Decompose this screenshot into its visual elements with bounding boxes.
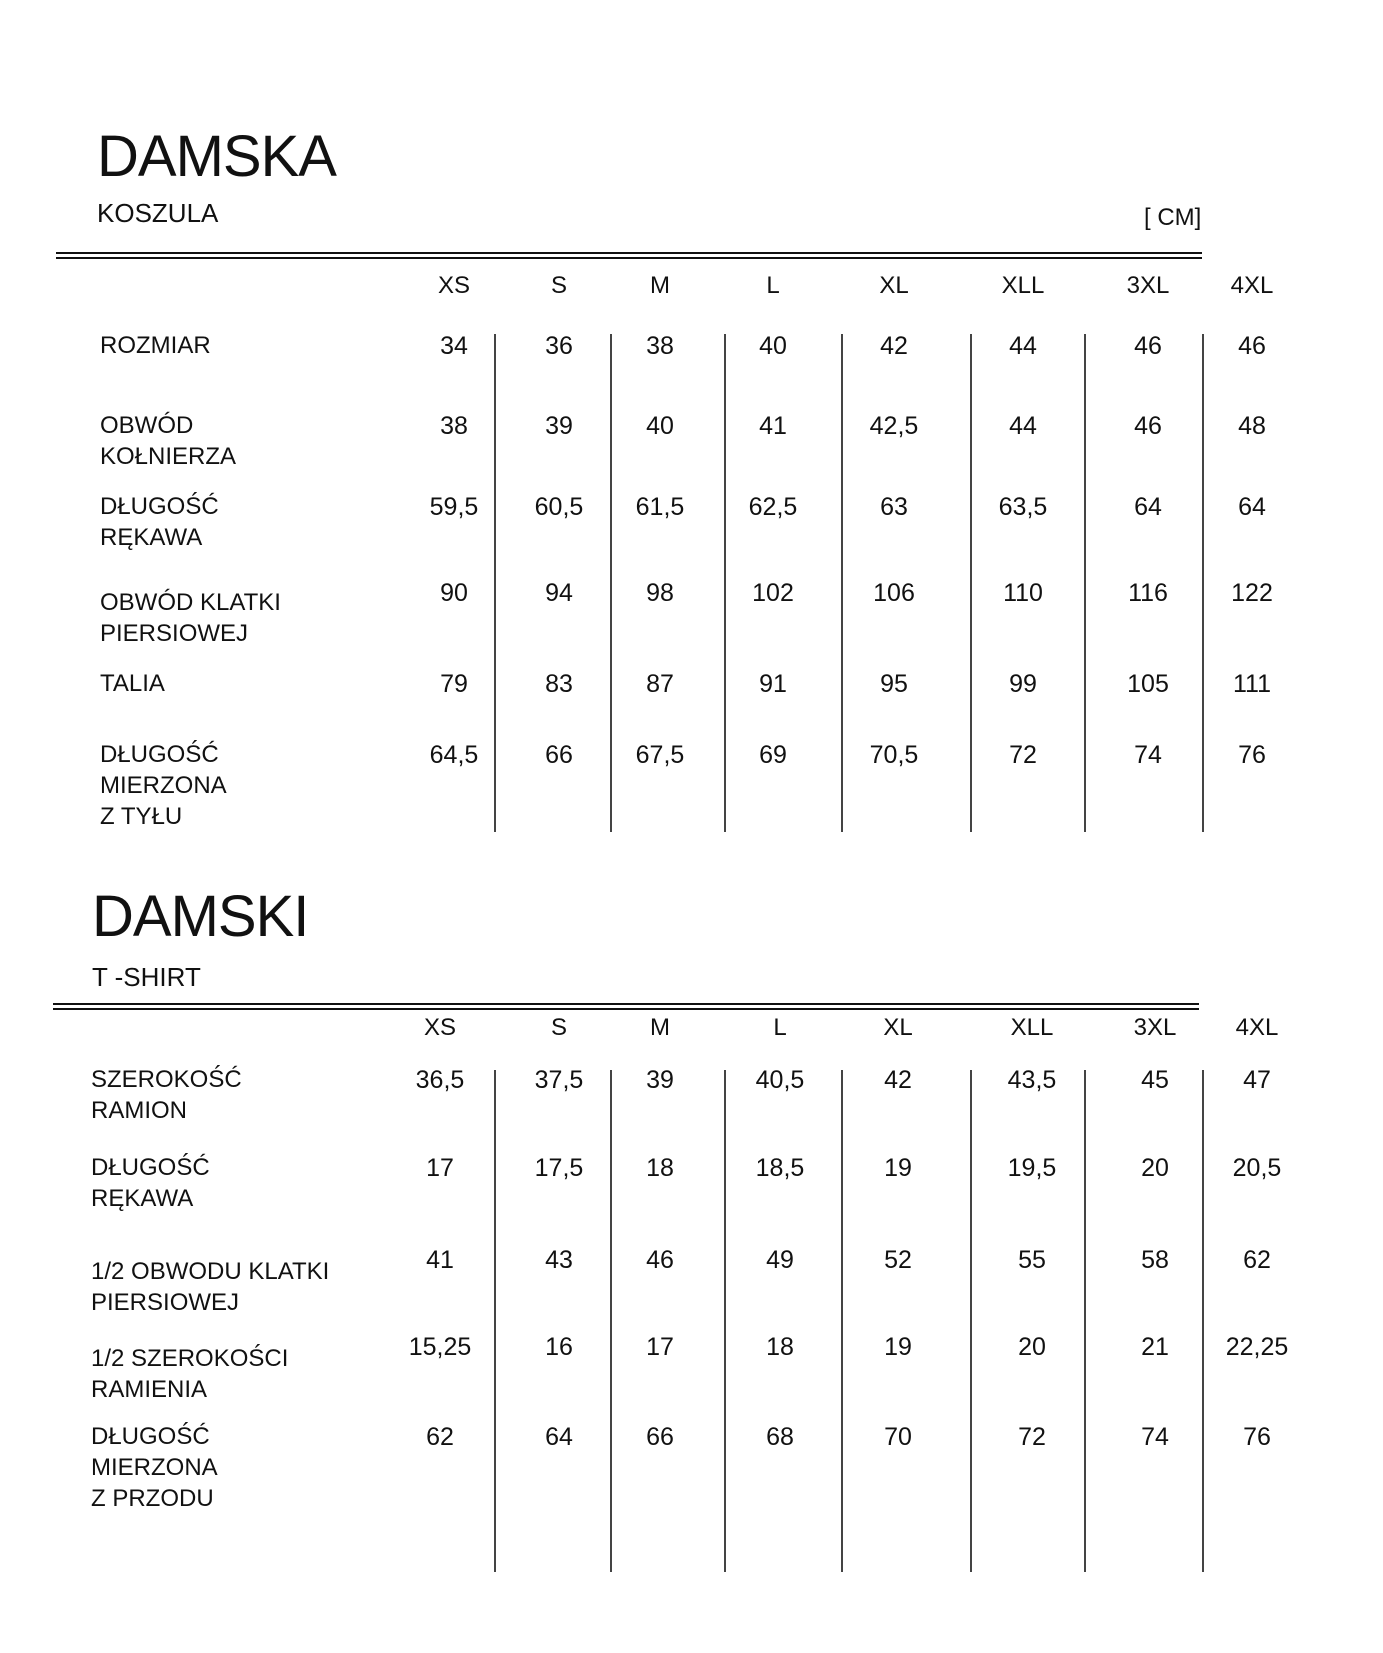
table-cell: 95 (880, 670, 908, 698)
table-cell: 42 (884, 1066, 912, 1094)
table-cell: 63 (880, 493, 908, 521)
table-cell: 69 (759, 741, 787, 769)
table-cell: 66 (646, 1423, 674, 1451)
table-cell: 55 (1018, 1246, 1046, 1274)
row-label: OBWÓD KOŁNIERZA (100, 412, 237, 470)
column-divider (1084, 334, 1086, 832)
table-cell: 38 (646, 332, 674, 360)
column-divider (970, 1070, 972, 1572)
section-subtitle-koszula: KOSZULA (97, 198, 219, 228)
table-cell: 46 (1238, 332, 1266, 360)
table-cell: 21 (1141, 1333, 1169, 1361)
table-cell: 64 (1134, 493, 1162, 521)
table-cell: 43 (545, 1246, 573, 1274)
table-cell: 68 (766, 1423, 794, 1451)
table-cell: 52 (884, 1246, 912, 1274)
table-cell: 122 (1231, 579, 1273, 607)
table-cell: 76 (1238, 741, 1266, 769)
table-cell: 72 (1009, 741, 1037, 769)
table-cell: 46 (1134, 412, 1162, 440)
table-cell: 46 (646, 1246, 674, 1274)
table-cell: 116 (1128, 579, 1168, 607)
table-cell: 40 (646, 412, 674, 440)
table-cell: 70 (884, 1423, 912, 1451)
table-cell: 87 (646, 670, 674, 698)
table-cell: 105 (1127, 670, 1169, 698)
row-label: SZEROKOŚĆ RAMION (91, 1066, 242, 1124)
table-cell: 22,25 (1225, 1333, 1289, 1361)
table-cell: 79 (440, 670, 468, 698)
section-title-damski: DAMSKI (92, 884, 309, 949)
table-cell: 91 (759, 670, 787, 698)
column-divider (724, 334, 726, 832)
size-header-xll: XLL (1001, 272, 1045, 299)
column-divider (841, 334, 843, 832)
table-cell: 37,5 (534, 1066, 584, 1094)
table-cell: 72 (1018, 1423, 1046, 1451)
table-cell: 70,5 (869, 741, 919, 769)
table-cell: 20,5 (1232, 1154, 1282, 1182)
row-label: OBWÓD KLATKI PIERSIOWEJ (100, 589, 281, 647)
table-cell: 74 (1134, 741, 1162, 769)
column-divider (1202, 334, 1204, 832)
table-cell: 62,5 (748, 493, 798, 521)
column-divider (1202, 1070, 1204, 1572)
size-header-xl: XL (883, 1014, 913, 1041)
table-cell: 39 (646, 1066, 674, 1094)
table-cell: 44 (1009, 332, 1037, 360)
table-cell: 98 (646, 579, 674, 607)
table-cell: 58 (1141, 1246, 1169, 1274)
table-cell: 102 (752, 579, 794, 607)
header-rule (53, 1003, 1199, 1010)
table-cell: 20 (1018, 1333, 1046, 1361)
row-label: DŁUGOŚĆ MIERZONA Z TYŁU (100, 741, 227, 830)
table-cell: 83 (545, 670, 573, 698)
column-divider (610, 1070, 612, 1572)
row-label: 1/2 OBWODU KLATKI PIERSIOWEJ (91, 1258, 330, 1316)
table-cell: 38 (440, 412, 468, 440)
size-header-xs: XS (437, 272, 470, 299)
size-header-xll: XLL (1010, 1014, 1054, 1041)
size-header-s: S (550, 1014, 567, 1041)
table-cell: 36,5 (415, 1066, 465, 1094)
table-cell: 66 (545, 741, 573, 769)
header-rule (56, 252, 1202, 259)
table-cell: 62 (426, 1423, 454, 1451)
column-divider (494, 334, 496, 832)
table-cell: 18,5 (755, 1154, 805, 1182)
row-label: DŁUGOŚĆ RĘKAWA (100, 493, 219, 551)
size-header-m: M (650, 272, 670, 299)
table-cell: 19 (884, 1333, 912, 1361)
table-cell: 42,5 (869, 412, 919, 440)
size-header-4xl: 4XL (1230, 272, 1274, 299)
table-cell: 40 (759, 332, 787, 360)
table-cell: 19 (884, 1154, 912, 1182)
size-header-4xl: 4XL (1235, 1014, 1279, 1041)
table-cell: 39 (545, 412, 573, 440)
row-label: 1/2 SZEROKOŚCI RAMIENIA (91, 1345, 289, 1403)
table-cell: 59,5 (429, 493, 479, 521)
section-subtitle-tshirt: T -SHIRT (92, 962, 201, 992)
table-cell: 61,5 (635, 493, 685, 521)
size-header-s: S (550, 272, 567, 299)
table-cell: 17 (646, 1333, 674, 1361)
unit-label: [ CM] (1144, 204, 1202, 231)
table-cell: 47 (1243, 1066, 1271, 1094)
table-cell: 49 (766, 1246, 794, 1274)
size-header-3xl: 3XL (1126, 272, 1170, 299)
table-cell: 41 (426, 1246, 454, 1274)
table-cell: 17,5 (534, 1154, 584, 1182)
size-header-m: M (650, 1014, 670, 1041)
table-cell: 99 (1009, 670, 1037, 698)
table-cell: 34 (440, 332, 468, 360)
table-cell: 106 (873, 579, 915, 607)
table-cell: 15,25 (408, 1333, 472, 1361)
table-cell: 74 (1141, 1423, 1169, 1451)
table-cell: 62 (1243, 1246, 1271, 1274)
column-divider (610, 334, 612, 832)
size-header-l: L (766, 272, 780, 299)
table-cell: 20 (1141, 1154, 1169, 1182)
table-cell: 41 (759, 412, 787, 440)
column-divider (724, 1070, 726, 1572)
table-cell: 45 (1141, 1066, 1169, 1094)
row-label: DŁUGOŚĆ RĘKAWA (91, 1154, 210, 1212)
table-cell: 18 (766, 1333, 794, 1361)
table-cell: 43,5 (1007, 1066, 1057, 1094)
table-cell: 64 (545, 1423, 573, 1451)
size-header-xl: XL (879, 272, 909, 299)
table-cell: 110 (1003, 579, 1043, 607)
size-header-3xl: 3XL (1133, 1014, 1177, 1041)
size-header-xs: XS (423, 1014, 456, 1041)
section-title-damska: DAMSKA (97, 124, 336, 189)
row-label: DŁUGOŚĆ MIERZONA Z PRZODU (91, 1423, 218, 1512)
column-divider (1084, 1070, 1086, 1572)
table-cell: 19,5 (1007, 1154, 1057, 1182)
table-cell: 40,5 (755, 1066, 805, 1094)
table-cell: 44 (1009, 412, 1037, 440)
row-label: ROZMIAR (100, 332, 211, 359)
table-cell: 16 (545, 1333, 573, 1361)
table-cell: 64 (1238, 493, 1266, 521)
table-cell: 67,5 (635, 741, 685, 769)
table-cell: 94 (545, 579, 573, 607)
table-cell: 17 (426, 1154, 454, 1182)
table-cell: 76 (1243, 1423, 1271, 1451)
table-cell: 48 (1238, 412, 1266, 440)
table-cell: 18 (646, 1154, 674, 1182)
table-cell: 111 (1232, 670, 1271, 698)
column-divider (970, 334, 972, 832)
table-cell: 90 (440, 579, 468, 607)
column-divider (494, 1070, 496, 1572)
size-header-l: L (773, 1014, 787, 1041)
column-divider (841, 1070, 843, 1572)
table-cell: 46 (1134, 332, 1162, 360)
row-label: TALIA (100, 670, 165, 697)
table-cell: 42 (880, 332, 908, 360)
table-cell: 64,5 (429, 741, 479, 769)
table-cell: 36 (545, 332, 573, 360)
table-cell: 60,5 (534, 493, 584, 521)
table-cell: 63,5 (998, 493, 1048, 521)
